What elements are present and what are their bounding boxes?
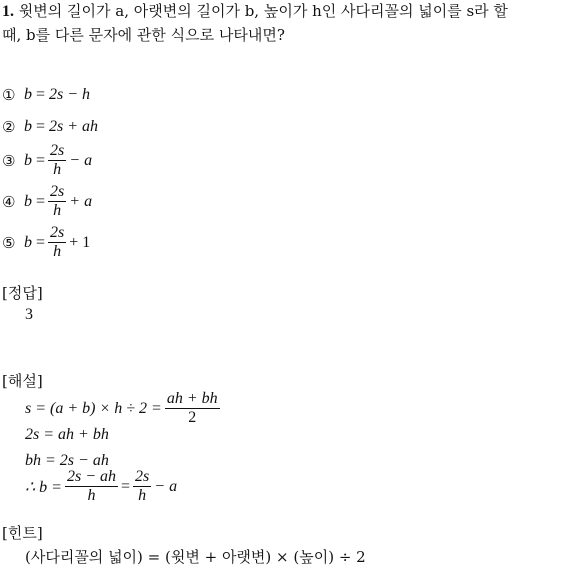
option-1-eq: = [36, 86, 46, 103]
question-text-1: 윗변의 길이가 a, 아랫변의 길이가 b, 높이가 h인 사다리꼴의 넓이를 s라 할 [18, 2, 508, 20]
explanation-line-4-fraction-1 [65, 468, 118, 505]
option-4-fraction [48, 183, 66, 220]
option-4-eq: = [36, 192, 46, 210]
question-text-2: 때, b를 다른 문자에 관한 식으로 나타내면? [2, 26, 285, 44]
option-5-tail: + 1 [69, 233, 91, 251]
explanation-line-4-tail: − a [154, 477, 178, 495]
explanation-line-4-fraction-2 [133, 468, 151, 505]
question-number: 1. [2, 3, 14, 20]
option-3-frac-den: h [53, 161, 62, 178]
option-4-frac-den: h [53, 202, 62, 219]
explanation-line-2-text: 2s = ah + bh [25, 426, 109, 443]
explanation-line-3-text: bh = 2s − ah [25, 452, 109, 469]
explanation-line-1-left: s = (a + b) × h ÷ 2 = [25, 399, 162, 417]
explanation-line-1-frac-den: 2 [188, 409, 197, 426]
explanation-line-4-frac1-num: 2s − ah [66, 468, 117, 485]
answer-heading: [정답] [2, 284, 43, 302]
option-4-tail: + a [69, 192, 93, 210]
option-5-frac-num: 2s [50, 224, 65, 241]
option-2-rhs: 2s + ah [49, 118, 99, 135]
explanation-line-4-eq: = [121, 477, 131, 495]
explanation-line-2 [25, 426, 109, 444]
question-line-2 [2, 24, 285, 46]
explanation-line-4-frac1-den: h [87, 487, 96, 504]
option-5[interactable] [2, 224, 90, 261]
option-5-eq: = [36, 233, 46, 251]
option-4[interactable] [2, 183, 92, 220]
option-1-lhs: b [24, 86, 32, 103]
hint-text: (사다리꼴의 넓이) = (윗변 + 아랫변) × (높이) ÷ 2 [25, 548, 366, 566]
option-5-label: ⑤ [2, 233, 16, 252]
option-3-fraction [48, 142, 66, 179]
explanation-line-1-fraction [165, 390, 220, 427]
explanation-line-1 [25, 390, 223, 427]
option-3-eq: = [36, 151, 46, 169]
option-3-frac-num: 2s [50, 142, 65, 159]
explanation-line-1-frac-num: ah + bh [166, 390, 218, 407]
explanation-line-4-frac2-den: h [138, 487, 147, 504]
explanation-line-4 [25, 468, 177, 505]
option-2-lhs: b [24, 118, 32, 135]
explanation-line-4-prefix: ∴ b = [25, 478, 62, 496]
option-2-label: ② [2, 118, 16, 136]
option-1[interactable] [2, 86, 90, 104]
option-5-frac-den: h [53, 243, 62, 260]
option-3-label: ③ [2, 151, 16, 170]
option-5-lhs: b [24, 233, 32, 251]
option-2-eq: = [36, 118, 46, 135]
option-4-lhs: b [24, 192, 32, 210]
explanation-line-4-frac2-num: 2s [135, 468, 150, 485]
option-5-fraction [48, 224, 66, 261]
option-1-rhs: 2s − h [49, 86, 91, 103]
option-4-frac-num: 2s [50, 183, 65, 200]
answer-value: 3 [25, 306, 33, 323]
question-line-1 [2, 0, 508, 23]
option-3-lhs: b [24, 151, 32, 169]
explanation-heading: [해설] [2, 372, 43, 390]
option-3-tail: − a [69, 151, 93, 169]
option-2[interactable] [2, 118, 98, 136]
option-3[interactable] [2, 142, 92, 179]
option-4-label: ④ [2, 192, 16, 211]
option-1-label: ① [2, 86, 16, 104]
hint-heading: [힌트] [2, 524, 43, 542]
